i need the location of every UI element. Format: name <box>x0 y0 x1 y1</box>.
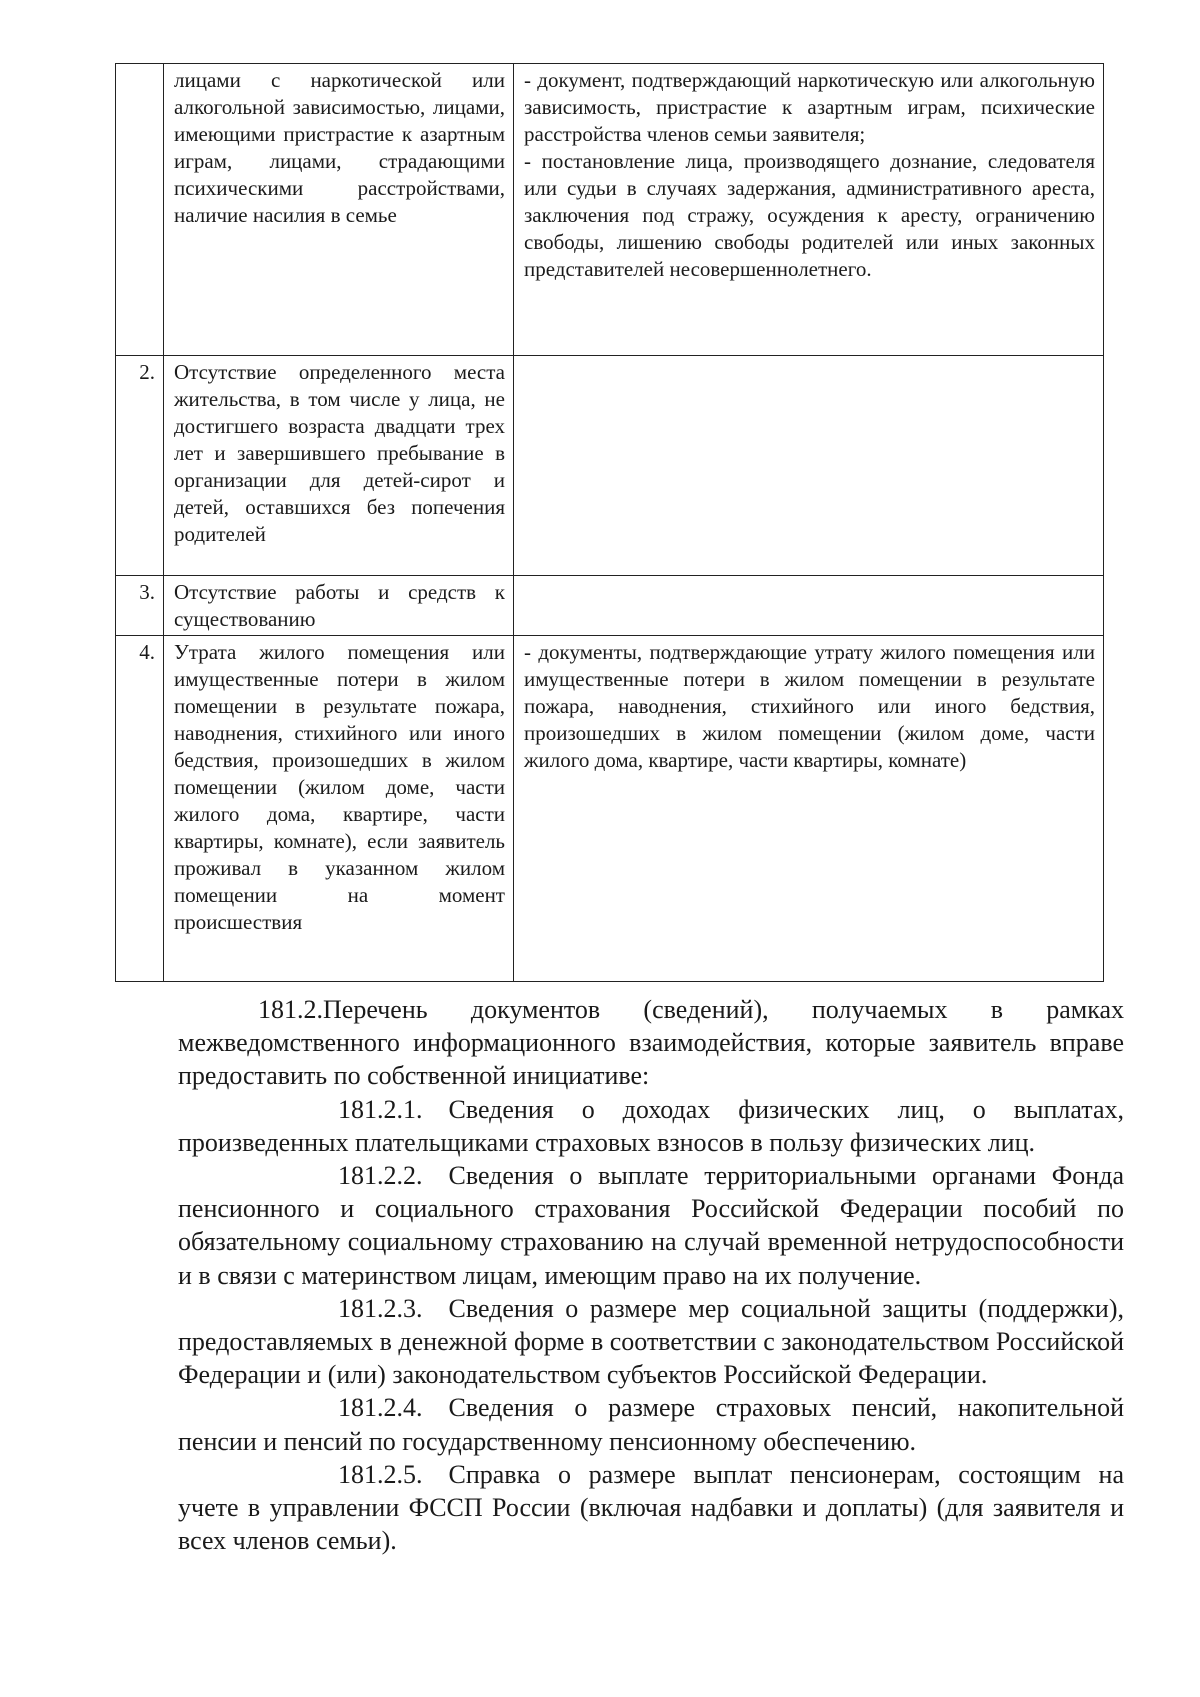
item-text: Сведения о размере мер социальной защиты (поддержки), предоставляемых в денежной форме в соответствии с законодательством Российской Федерации и (или) законодательством субъектов Российской Федерации. <box>178 1293 1124 1390</box>
list-item <box>178 1292 1124 1392</box>
item-number: 181.2.5. <box>338 1459 423 1489</box>
item-text: Справка о размере выплат пенсионерам, состоящим на учете в управлении ФССП России (включая надбавки и доплаты) (для заявителя и всех членов семьи). <box>178 1459 1124 1556</box>
document-item: - постановление лица, производящего дознание, следователя или судьи в случаях задержания, административного ареста, заключения под стражу, осуждения к аресту, ограничению свободы, лишению свободы родителей или иных законных представителей несовершеннолетнего. <box>524 149 1095 281</box>
body-text <box>178 993 1124 1557</box>
row-number: 3. <box>116 576 164 636</box>
condition-cell: Отсутствие работы и средств к существованию <box>164 576 514 636</box>
row-number <box>116 64 164 356</box>
condition-cell: Отсутствие определенного места жительства, в том числе у лица, не достигшего возраста двадцати трех лет и завершившего пребывание в организации для детей-сирот и детей, оставшихся без попечения родителей <box>164 356 514 576</box>
list-item <box>178 1458 1124 1558</box>
item-number: 181.2.4. <box>338 1393 423 1423</box>
condition-cell: Утрата жилого помещения или имущественные потери в жилом помещении в результате пожара, наводнения, стихийного или иного бедствия, произошедших в жилом помещении (жилом доме, части жилого дома, квартире, части квартиры, комнате), если заявитель проживал в указанном жилом помещении на момент происшествия <box>164 636 514 982</box>
table-row <box>116 636 1104 982</box>
item-text: Сведения о доходах физических лиц, о выплатах, произведенных плательщиками страховых взносов в пользу физических лиц. <box>178 1094 1124 1157</box>
item-text: Сведения о выплате территориальными органами Фонда пенсионного и социального страхования Российской Федерации пособий по обязательному социальному страхованию на случай временной нетрудоспособности и в связи с материнством лицам, имеющим право на их получение. <box>178 1161 1124 1290</box>
list-item <box>178 1391 1124 1457</box>
document-item: - документ, подтверждающий наркотическую или алкогольную зависимость, пристрастие к азартным играм, психические расстройства членов семьи заявителя; <box>524 68 1095 146</box>
table-row <box>116 576 1104 636</box>
list-item <box>178 1093 1124 1159</box>
table-row <box>116 356 1104 576</box>
item-number: 181.2.2. <box>338 1161 423 1191</box>
row-number: 2. <box>116 356 164 576</box>
item-number: 181.2.3. <box>338 1293 423 1323</box>
documents-cell <box>514 356 1104 576</box>
condition-cell: лицами с наркотической или алкогольной зависимостью, лицами, имеющими пристрастие к азартным играм, лицами, страдающими психическими расстройствами, наличие насилия в семье <box>164 64 514 356</box>
item-number: 181.2.1. <box>338 1094 423 1124</box>
documents-cell <box>514 64 1104 356</box>
row-number: 4. <box>116 636 164 982</box>
conditions-table <box>115 63 1104 982</box>
item-text: Сведения о размере страховых пенсий, накопительной пенсии и пенсий по государственному пенсионному обеспечению. <box>178 1393 1124 1456</box>
documents-cell <box>514 576 1104 636</box>
documents-cell: - документы, подтверждающие утрату жилого помещения или имущественные потери в жилом помещении в результате пожара, наводнения, стихийного или иного бедствия, произошедших в жилом помещении (жилом доме, части жилого дома, квартире, части квартиры, комнате) <box>514 636 1104 982</box>
table-row <box>116 64 1104 356</box>
section-intro: 181.2.Перечень документов (сведений), получаемых в рамках межведомственного информационного взаимодействия, которые заявитель вправе предоставить по собственной инициативе: <box>178 995 1124 1091</box>
list-item <box>178 1159 1124 1292</box>
